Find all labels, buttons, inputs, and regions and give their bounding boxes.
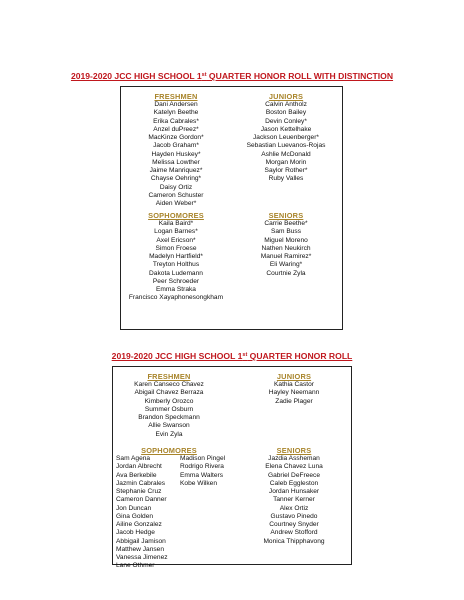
student-name: Daisy Ortiz xyxy=(159,183,193,191)
honor-roll-title-sup: st xyxy=(242,352,248,358)
honor-roll-freshmen xyxy=(114,372,224,439)
honor-roll-title-text-end: QUARTER HONOR ROLL xyxy=(247,351,353,361)
student-name: Emma Straka xyxy=(156,286,196,293)
freshmen-heading: FRESHMEN xyxy=(154,92,198,101)
sophomores-heading: SOPHOMORES xyxy=(141,446,197,455)
student-name: Vanessa Jimenez xyxy=(116,554,168,561)
student-name: Evin Zyla xyxy=(155,430,183,438)
distinction-juniors xyxy=(232,92,340,184)
student-name: Alex Ortiz xyxy=(279,504,309,512)
student-name: Aiden Weber* xyxy=(155,200,197,207)
student-name: Boston Bailey xyxy=(265,109,307,117)
distinction-title-text-end: QUARTER HONOR ROLL WITH DISTINCTION xyxy=(206,71,394,81)
student-name: Dani Andersen xyxy=(154,101,198,108)
student-name: Miguel Moreno xyxy=(264,236,308,244)
student-name: Carrie Beethe* xyxy=(264,220,308,227)
distinction-title-sup: st xyxy=(201,72,207,78)
student-name: Dakota Ludemann xyxy=(149,269,203,277)
student-name: Kathia Castor xyxy=(274,381,314,388)
student-name: Kimberly Orozco xyxy=(144,397,194,405)
student-name: Peer Schroeder xyxy=(152,277,200,285)
honor-roll-sophomores-heading-wrap xyxy=(114,446,224,455)
student-name: MacKinze Gordon* xyxy=(148,134,204,141)
student-name: Jacob Graham* xyxy=(153,142,199,150)
student-name: Devin Conley* xyxy=(265,117,307,125)
student-name: Chayse Oehring* xyxy=(150,175,202,183)
student-name: Summer Osburn xyxy=(144,405,194,413)
student-name: Calvin Antholz xyxy=(265,101,307,108)
honor-roll-title xyxy=(0,351,464,361)
honor-roll-seniors xyxy=(240,446,348,546)
student-name: Gustavo Pinedo xyxy=(270,512,318,520)
student-name: Kobe Wilken xyxy=(180,479,218,487)
student-name: Jon Duncan xyxy=(116,504,152,512)
honor-roll-sophomores-col1 xyxy=(116,455,180,571)
student-name: Katelyn Beethe xyxy=(153,109,199,117)
honor-roll-sophomores-col2 xyxy=(180,455,240,488)
student-name: Jaime Manriquez* xyxy=(149,167,203,174)
student-name: Emma Walters xyxy=(180,471,223,479)
student-name: Allie Swanson xyxy=(148,422,190,430)
freshmen-heading: FRESHMEN xyxy=(147,372,191,381)
student-name: Lane Othmer xyxy=(116,562,155,570)
student-name: Treyton Holthus xyxy=(152,261,200,269)
student-name: Ruby Valles xyxy=(268,175,304,183)
student-name: Saylor Rother* xyxy=(264,167,308,174)
honor-roll-juniors xyxy=(240,372,348,406)
student-name: Courtney Snyder xyxy=(269,521,319,528)
student-name: Jazmin Cabrales xyxy=(116,479,166,487)
student-name: Madelyn Hartfield* xyxy=(149,253,203,260)
honor-roll-title-text: 2019-2020 JCC HIGH SCHOOL 1 xyxy=(111,351,243,361)
student-name: Francisco Xayaphonesongkham xyxy=(128,294,224,302)
juniors-heading: JUNIORS xyxy=(268,92,304,101)
student-name: Elena Chavez Luna xyxy=(265,463,323,471)
student-name: Sebastian Luevanos-Rojas xyxy=(246,142,326,150)
student-name: Abbigail Jamison xyxy=(116,537,166,545)
sophomores-heading: SOPHOMORES xyxy=(148,211,204,220)
student-name: Brandon Speckmann xyxy=(138,414,200,421)
student-name: Manuel Ramirez* xyxy=(260,253,312,260)
distinction-sophomores xyxy=(122,211,230,303)
student-name: Eli Waring* xyxy=(269,261,303,269)
student-name: Morgan Morin xyxy=(265,158,307,166)
student-name: Ava Berkebile xyxy=(116,471,157,479)
student-name: Karen Canseco Chavez xyxy=(134,381,204,388)
student-name: Matthew Jansen xyxy=(116,545,165,553)
student-name: Gina Golden xyxy=(116,512,154,520)
student-name: Tanner Kerner xyxy=(273,496,315,504)
student-name: Jordan Albrecht xyxy=(116,463,162,471)
student-name: Caleb Eggleston xyxy=(269,479,319,487)
student-name: Stephanie Cruz xyxy=(116,488,162,495)
student-name: Sam Buss xyxy=(270,228,302,236)
distinction-seniors xyxy=(232,211,340,278)
student-name: Jason Kettelhake xyxy=(260,125,312,133)
student-name: Abigail Chavez Berraza xyxy=(134,389,204,397)
distinction-freshmen xyxy=(122,92,230,208)
juniors-heading: JUNIORS xyxy=(276,372,312,381)
student-name: Zadie Plager xyxy=(275,397,313,405)
student-name: Anzel duPreez* xyxy=(153,125,199,133)
student-name: Andrew Stofford xyxy=(270,529,318,537)
student-name: Madison Pingel xyxy=(180,455,226,462)
student-name: Jacob Hedge xyxy=(116,529,155,537)
student-name: Cameron Schuster xyxy=(148,191,204,199)
student-name: Rodrigo Rivera xyxy=(180,463,224,471)
student-name: Melissa Lowther xyxy=(152,158,200,166)
seniors-heading: SENIORS xyxy=(268,211,304,220)
distinction-title xyxy=(0,71,464,81)
student-name: Jazdia Assheman xyxy=(268,455,320,462)
student-name: Jackson Leuenberger* xyxy=(253,134,319,141)
student-name: Ailine Gonzalez xyxy=(116,521,162,528)
student-name: Kaila Baird* xyxy=(158,220,194,227)
student-name: Ashlie McDonald xyxy=(261,150,311,158)
student-name: Gabriel DeFreece xyxy=(267,471,321,479)
seniors-heading: SENIORS xyxy=(276,446,312,455)
student-name: Hayley Neemann xyxy=(268,389,320,397)
student-name: Erika Cabrales* xyxy=(153,117,199,125)
student-name: Courtnie Zyla xyxy=(266,269,306,277)
student-name: Logan Barnes* xyxy=(154,228,198,236)
student-name: Sam Agena xyxy=(116,455,151,462)
student-name: Nathen Neukirch xyxy=(261,244,311,252)
student-name: Hayden Huskey* xyxy=(151,150,201,158)
student-name: Cameron Danner xyxy=(116,496,167,504)
student-name: Monica Thipphavong xyxy=(263,537,325,545)
student-name: Simon Froese xyxy=(155,244,197,252)
distinction-title-text: 2019-2020 JCC HIGH SCHOOL 1 xyxy=(70,71,202,81)
student-name: Jordan Hunsaker xyxy=(268,488,320,495)
student-name: Axel Ericson* xyxy=(156,236,196,244)
